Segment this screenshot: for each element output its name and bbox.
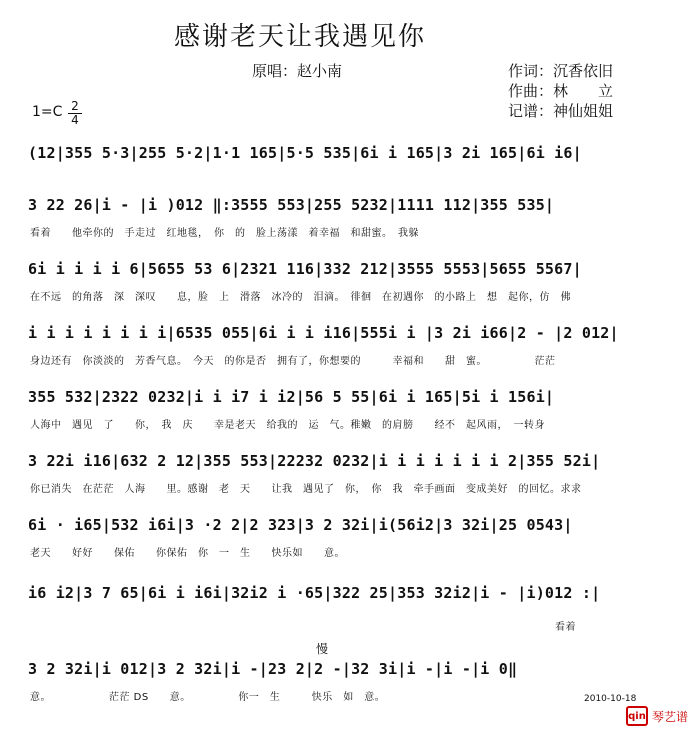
staff-row xyxy=(0,316,696,380)
staff-row xyxy=(0,380,696,444)
notation-line: 3 22 26|i - |i )012 ‖:3555 553|255 5232|1111 112|355 535| xyxy=(28,196,555,214)
notation-line: i i i i i i i i|6535 055|6i i i i16|555i i |3 2i i66|2 - |2 012| xyxy=(28,324,619,342)
transcriber-credit: 记谱：神仙姐姐 xyxy=(508,102,614,120)
staff-row xyxy=(0,652,696,716)
notation-line: 3 22i i16|632 2 12|355 553|22232 0232|i i i i i i i 2|355 52i| xyxy=(28,452,601,470)
lyrics-line: 人海中 遇见 了 你， 我 庆 幸是老天 给我的 运 气。稚嫩 的肩膀 经不 起风雨， 一转身 xyxy=(30,420,545,431)
staff-row xyxy=(0,252,696,316)
logo-text: 琴艺谱 xyxy=(651,709,688,724)
date-stamp: 2010-10-18 xyxy=(584,694,637,704)
staff-row xyxy=(0,188,696,252)
staff-row xyxy=(0,508,696,572)
staff-row xyxy=(0,444,696,508)
lyrics-line: 在不远 的角落 深 深叹 息，脸 上 滑落 冰冷的 泪滴。 徘徊 在初遇你 的小路上 想 起你，仿 佛 xyxy=(30,292,571,303)
time-signature-bottom: 4 xyxy=(71,113,79,127)
time-signature-top: 2 xyxy=(71,99,79,113)
key-signature: 1=C xyxy=(32,104,63,120)
site-logo xyxy=(626,706,688,726)
lyrics-line: 看着 xyxy=(30,622,576,633)
notation-line: 6i i i i i 6|5655 53 6|2321 116|332 212|3555 5553|5655 5567| xyxy=(28,260,582,278)
lyricist-credit: 作词：沉香依旧 xyxy=(508,62,614,80)
notation-line: 6i · i65|532 i6i|3 ·2 2|2 323|3 2 32i|i(56i2|3 32i|25 0543| xyxy=(28,516,573,534)
staff-row xyxy=(0,576,696,640)
tempo-marking: 慢 xyxy=(316,642,329,656)
lyrics-line: 看着 他牵你的 手走过 红地毯， 你 的 脸上荡漾 着幸福 和甜蜜。 我躲 xyxy=(30,228,419,239)
lyrics-line: 你已消失 在茫茫 人海 里。感谢 老 天 让我 遇见了 你， 你 我 牵手画面 变成美好 的回忆。求求 xyxy=(30,484,582,495)
composer-credit: 作曲：林 立 xyxy=(508,82,614,100)
logo-badge-icon: qin xyxy=(626,706,648,726)
page-title: 感谢老天让我遇见你 xyxy=(173,22,426,52)
lyrics-line: 身边还有 你淡淡的 芳香气息。 今天 的你是否 拥有了，你想要的 幸福和 甜 蜜。 茫茫 xyxy=(30,356,556,367)
singer-credit: 原唱：赵小南 xyxy=(252,62,343,80)
time-signature xyxy=(68,100,82,127)
lyrics-line: 意。 茫茫 DS 意。 你一 生 快乐 如 意。 xyxy=(30,692,386,703)
notation-line: 355 532|2322 0232|i i i7 i i2|56 5 55|6i i 165|5i i 156i| xyxy=(28,388,555,406)
notation-line: (12|355 5·3|255 5·2|1·1 165|5·5 535|6i i 165|3 2i 165|6i i6| xyxy=(28,144,582,162)
notation-line: i6 i2|3 7 65|6i i i6i|32i2 i ·65|322 25|353 32i2|i - |i)012 :| xyxy=(28,584,601,602)
lyrics-line: 老天 好好 保佑 你保佑 你 一 生 快乐如 意。 xyxy=(30,548,345,559)
notation-line: 3 2 32i|i 012|3 2 32i|i -|23 2|2 -|32 3i|i -|i -|i 0‖ xyxy=(28,660,518,678)
